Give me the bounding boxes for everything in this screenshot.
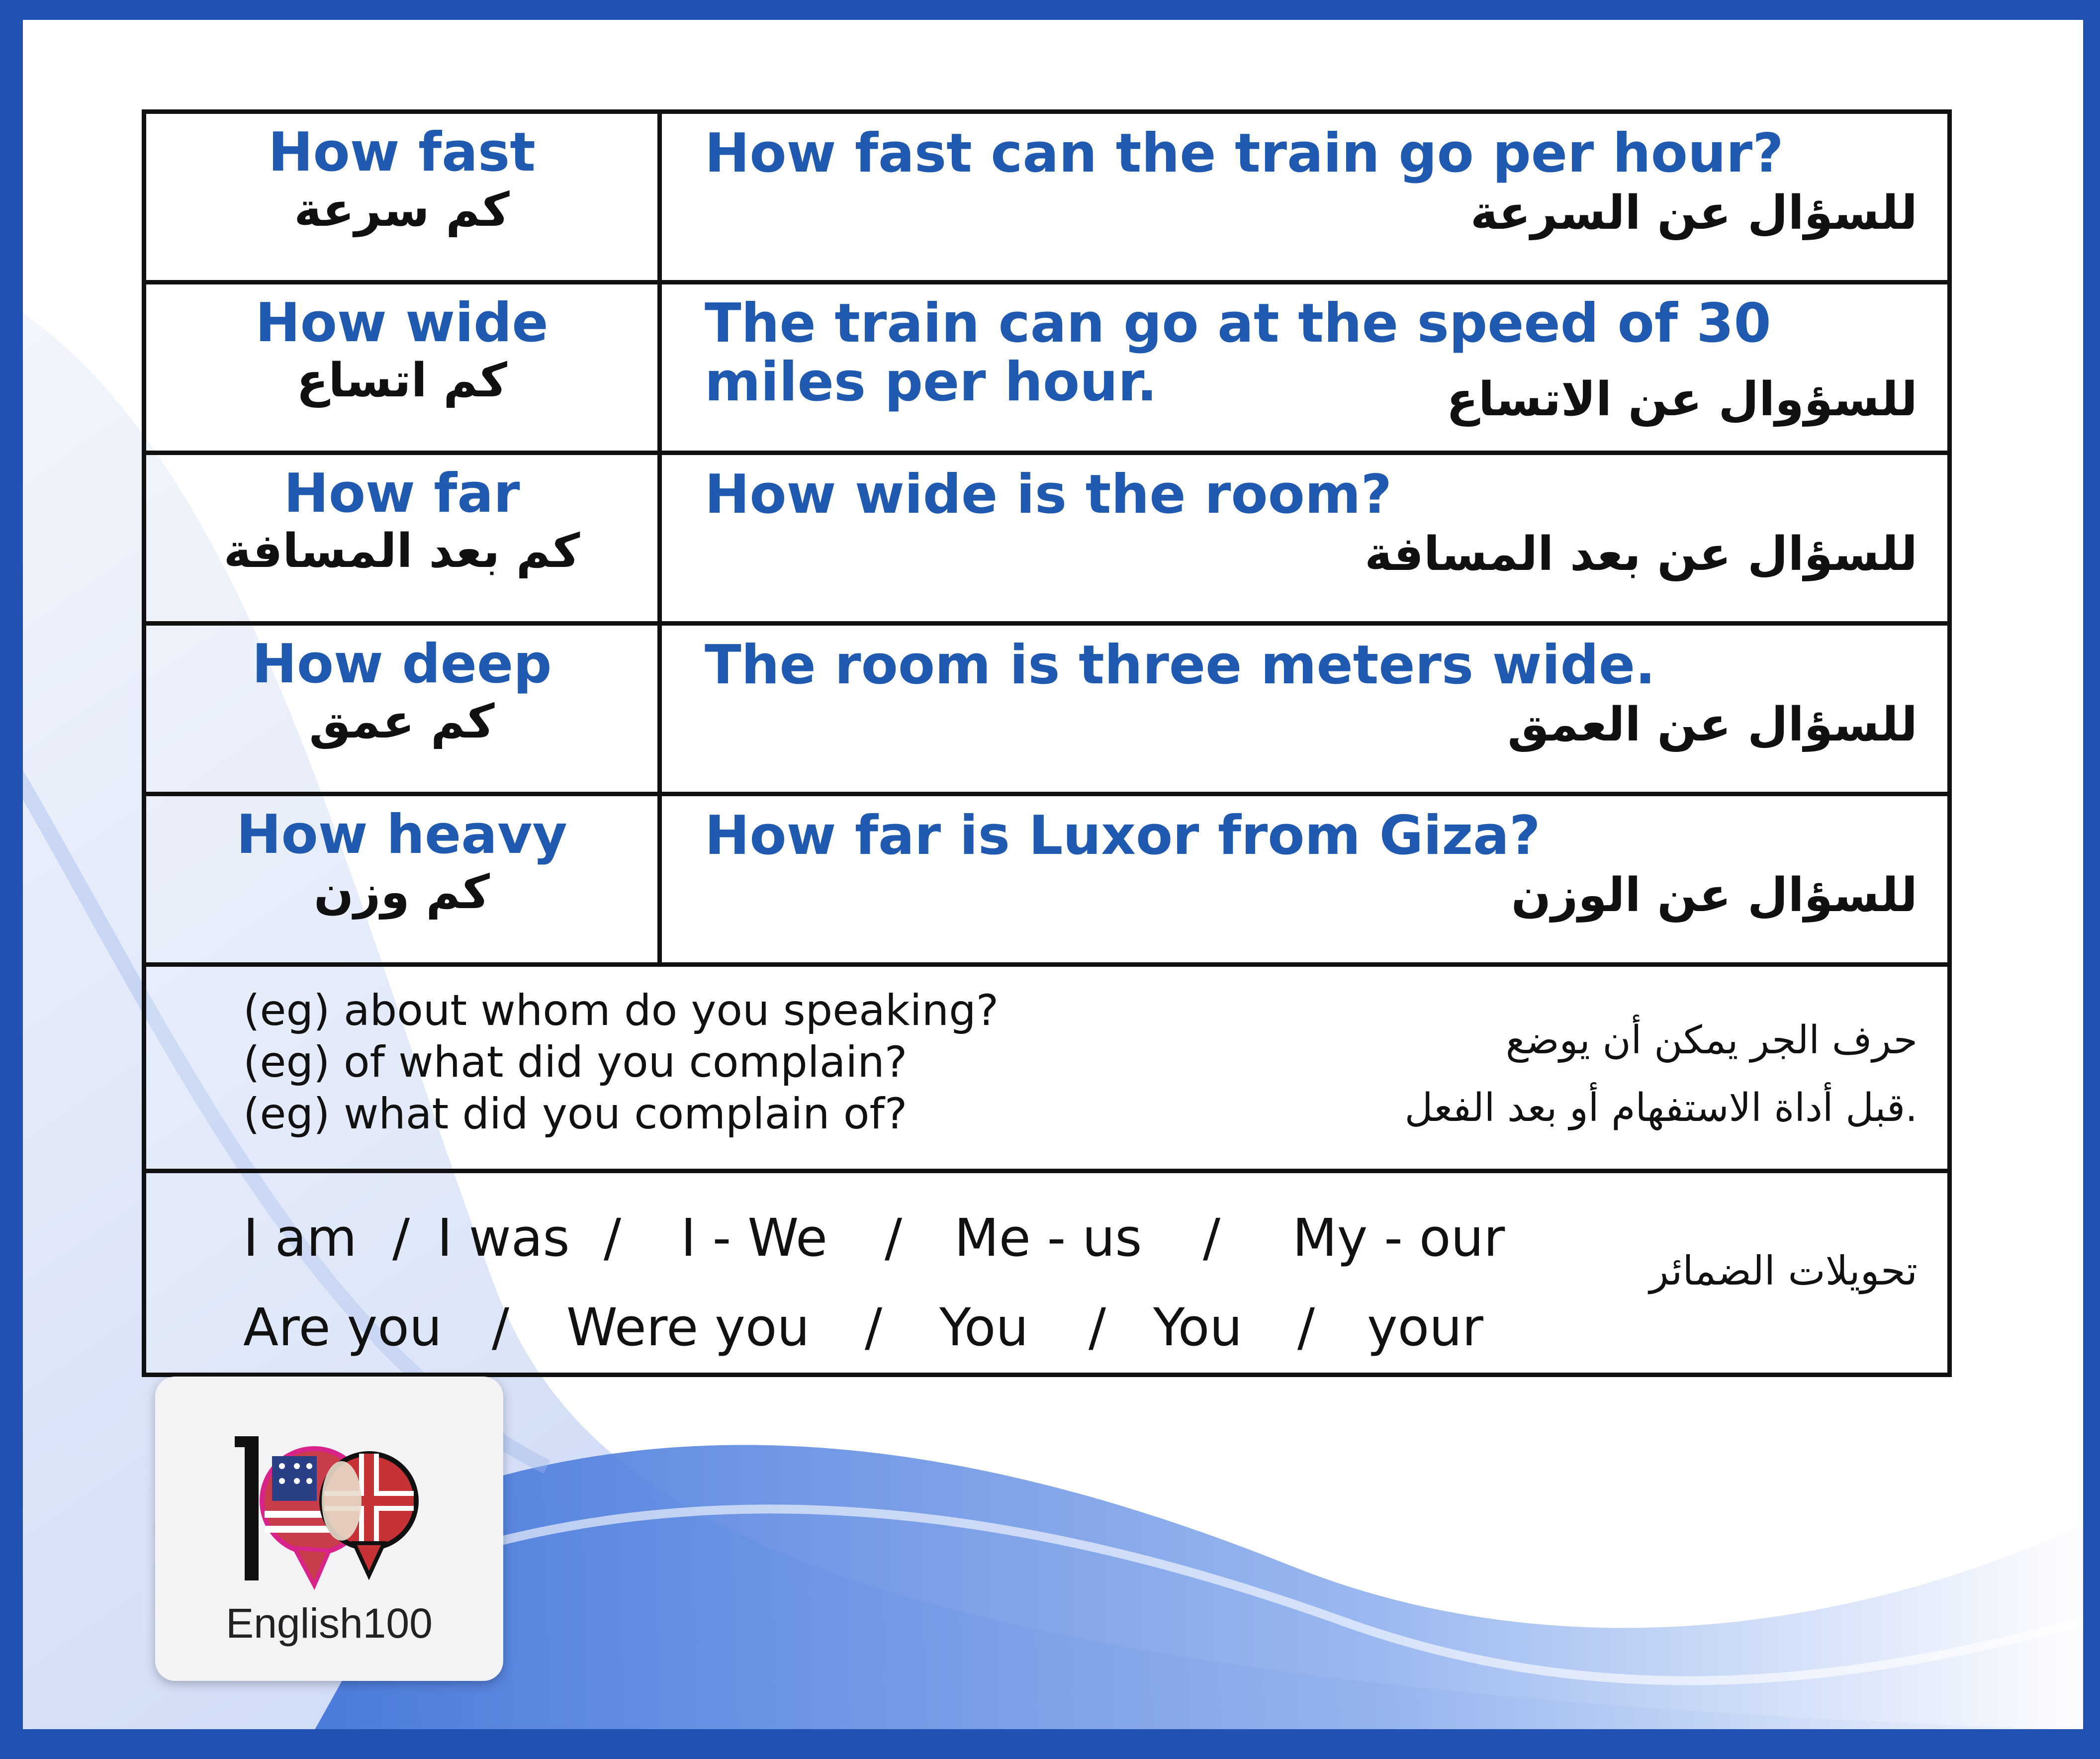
example-cell xyxy=(660,794,1950,965)
example-english: How fast can the train go per hour? xyxy=(705,122,1784,185)
note-line: .قبل أداة الاستفهام أو بعد الفعل xyxy=(1404,1086,1917,1130)
term-english: How heavy xyxy=(236,804,567,866)
term-english: How wide xyxy=(255,292,548,354)
preposition-note xyxy=(1405,1007,1917,1142)
separator: / xyxy=(1089,1297,1106,1358)
pronoun-item: Were you xyxy=(566,1297,810,1358)
term-arabic: كم اتساع xyxy=(296,354,507,408)
example-arabic: للسؤال عن العمق xyxy=(1507,698,1917,752)
term-english: How far xyxy=(283,463,520,525)
pronoun-item: Me - us xyxy=(954,1207,1142,1268)
term-cell xyxy=(144,453,660,624)
separator: / xyxy=(604,1207,622,1268)
term-arabic: كم عمق xyxy=(309,695,495,749)
example-arabic: للسؤوال عن الاتساع xyxy=(1446,372,1917,427)
pronoun-item: You xyxy=(939,1297,1029,1358)
separator: / xyxy=(392,1207,410,1268)
example-english: How wide is the room? xyxy=(705,463,1392,526)
pronoun-line xyxy=(243,1283,1685,1372)
example-line: (eg) what did you complain of? xyxy=(243,1089,908,1139)
example-arabic: للسؤال عن الوزن xyxy=(1511,868,1917,923)
pronoun-transforms xyxy=(243,1193,1685,1372)
term-arabic: كم سرعة xyxy=(294,183,510,237)
prepositions-row xyxy=(144,965,1950,1171)
pronouns-label: تحويلات الضمائر xyxy=(1649,1248,1917,1294)
table-row xyxy=(144,794,1950,965)
logo-mark-icon xyxy=(230,1426,429,1595)
pronoun-item: I was xyxy=(437,1207,570,1268)
preposition-examples xyxy=(243,985,999,1140)
table-row xyxy=(144,453,1950,624)
pronoun-item: I - We xyxy=(681,1207,828,1268)
pronoun-item: I am xyxy=(243,1207,357,1268)
example-english: How far is Luxor from Giza? xyxy=(705,805,1541,867)
example-english: The train can go at the speed of 30 miles per hour. xyxy=(705,292,1771,413)
example-cell xyxy=(660,282,1950,453)
example-arabic: للسؤال عن السرعة xyxy=(1470,186,1917,240)
term-cell xyxy=(144,282,660,453)
table-row xyxy=(144,282,1950,453)
term-cell xyxy=(144,624,660,794)
table-row xyxy=(144,624,1950,794)
example-cell xyxy=(660,624,1950,794)
pronoun-item: your xyxy=(1367,1297,1483,1358)
separator: / xyxy=(1297,1297,1315,1358)
note-line: حرف الجر يمكن أن يوضع xyxy=(1505,1018,1917,1063)
pronoun-item: My - our xyxy=(1292,1207,1505,1268)
example-cell xyxy=(660,453,1950,624)
example-line: (eg) of what did you complain? xyxy=(243,1037,908,1087)
table-row xyxy=(144,112,1950,282)
term-cell xyxy=(144,112,660,282)
prepositions-cell xyxy=(144,965,1950,1171)
pronoun-item: Are you xyxy=(243,1297,442,1358)
pronouns-cell xyxy=(144,1171,1950,1375)
pronoun-item: You xyxy=(1153,1297,1243,1358)
pronouns-row xyxy=(144,1171,1950,1375)
term-arabic: كم بعد المسافة xyxy=(223,524,580,578)
separator: / xyxy=(865,1297,883,1358)
separator: / xyxy=(1203,1207,1221,1268)
term-cell xyxy=(144,794,660,965)
pronoun-line xyxy=(243,1193,1685,1283)
term-english: How fast xyxy=(268,121,536,184)
term-english: How deep xyxy=(252,633,552,695)
example-line: (eg) about whom do you speaking? xyxy=(243,986,999,1035)
question-words-table xyxy=(142,109,1952,1377)
logo-text: English100 xyxy=(226,1600,433,1647)
example-arabic: للسؤال عن بعد المسافة xyxy=(1365,527,1917,581)
example-english: The room is three meters wide. xyxy=(705,634,1656,696)
english100-logo xyxy=(155,1377,503,1681)
separator: / xyxy=(492,1297,510,1358)
separator: / xyxy=(885,1207,903,1268)
term-arabic: كم وزن xyxy=(314,865,490,920)
example-cell xyxy=(660,112,1950,282)
